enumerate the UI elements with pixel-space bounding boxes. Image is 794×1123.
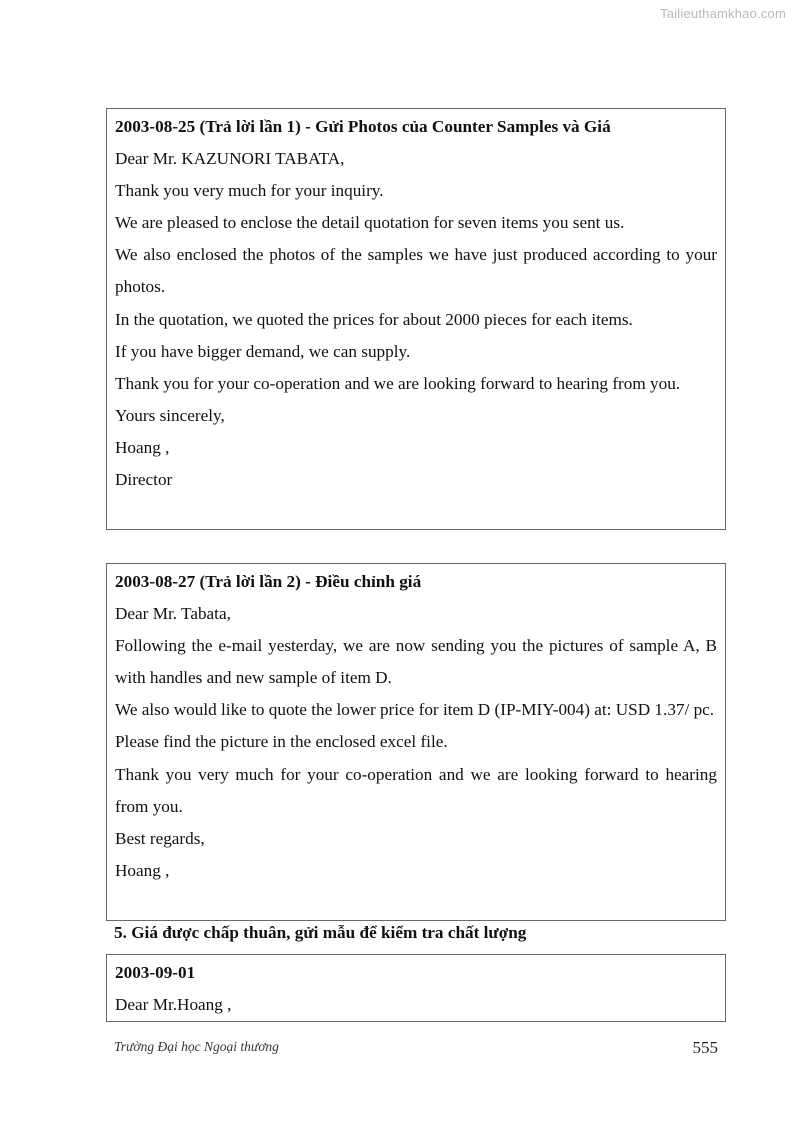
letter-1-paragraph: In the quotation, we quoted the prices for about 2000 pieces for each items. [115, 309, 633, 329]
letter-3-heading: 2003-09-01 [115, 963, 196, 982]
footer-school-name: Trường Đại học Ngoại thương [114, 1039, 279, 1054]
letter-1-paragraph: We are pleased to enclose the detail quotation for seven items you sent us. [115, 213, 625, 233]
letter-2-paragraph: We also would like to quote the lower price for item D (IP-MIY-004) at: USD 1.37/ pc. [115, 700, 715, 720]
letter-2-paragraph: Please find the picture in the enclosed excel file. [115, 732, 448, 752]
letter-3-greeting: Dear Mr.Hoang , [115, 995, 232, 1015]
letter-2-greeting: Dear Mr. Tabata, [115, 604, 231, 624]
letter-1-greeting: Dear Mr. KAZUNORI TABATA, [115, 149, 345, 169]
section-5-heading: 5. Giá được chấp thuân, gửi mẫu để kiểm tra chất lượng [114, 923, 527, 942]
letter-1-closing: Yours sincerely, [115, 405, 225, 425]
letter-box-3 [106, 954, 726, 1022]
letter-2-signature-name: Hoang , [115, 860, 170, 880]
letter-1-paragraph: Thank you for your co-operation and we are looking forward to hearing from you. [115, 373, 681, 393]
letter-1-signature-name: Hoang , [115, 437, 170, 457]
letter-box-2 [106, 563, 726, 921]
letter-2-heading: 2003-08-27 (Trả lời lần 2) - Điều chỉnh giá [115, 572, 422, 591]
footer-page-number: 555 [692, 1038, 718, 1057]
letter-1-heading: 2003-08-25 (Trả lời lần 1) - Gửi Photos của Counter Samples và Giá [115, 117, 611, 136]
letter-2-paragraph: Following the e-mail yesterday, we are now sending you the pictures of sample A, B with handles and new sample of item D. [115, 636, 717, 688]
letter-box-1 [106, 108, 726, 530]
letter-1-paragraph: Thank you very much for your inquiry. [115, 181, 384, 201]
letter-2-paragraph: Thank you very much for your co-operation and we are looking forward to hearing from you. [115, 764, 717, 816]
letter-1-signature-title: Director [115, 470, 173, 490]
letter-1-paragraph: We also enclosed the photos of the samples we have just produced according to your photos. [115, 245, 717, 297]
letter-2-closing: Best regards, [115, 828, 205, 848]
watermark: Tailieuthamkhao.com [660, 6, 786, 21]
letter-1-paragraph: If you have bigger demand, we can supply. [115, 341, 411, 361]
